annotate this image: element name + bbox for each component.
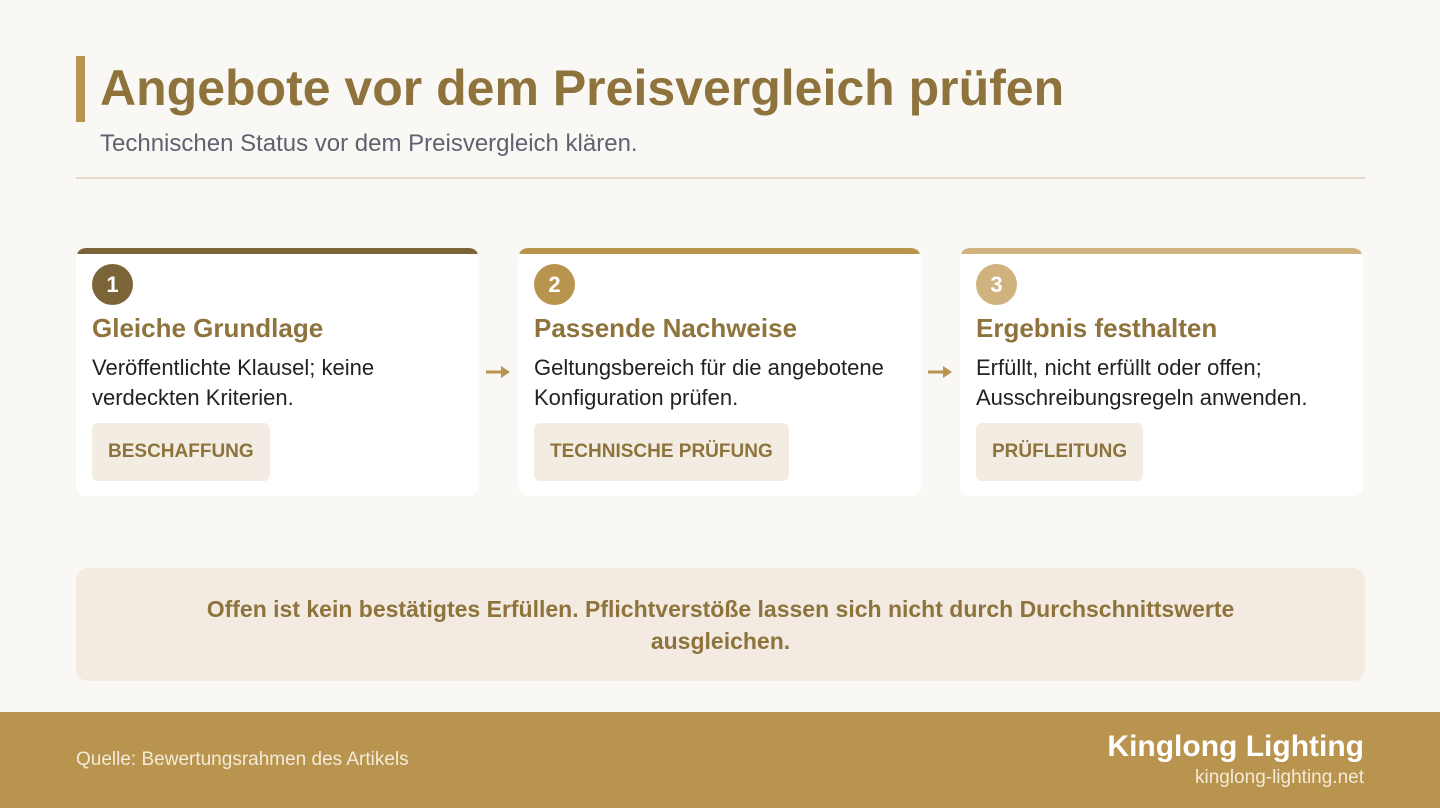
step-card-3 <box>960 248 1363 496</box>
page-subtitle: Technischen Status vor dem Preisvergleich klären. <box>100 130 638 157</box>
step-text-1: Veröffentlichte Klausel; keine verdeckten Kriterien. <box>92 355 375 410</box>
step-title-3: Ergebnis festhalten <box>976 313 1218 343</box>
page-title: Angebote vor dem Preisvergleich prüfen <box>100 60 1065 116</box>
step-number-badge-1: 1 <box>92 264 133 305</box>
step-tag-3: PRÜFLEITUNG <box>976 423 1143 481</box>
source-citation: Quelle: Bewertungsrahmen des Artikels <box>76 749 409 770</box>
website-url: kinglong-lighting.net <box>1194 767 1364 788</box>
step-tag-2: TECHNISCHE PRÜFUNG <box>534 423 789 481</box>
footer <box>0 712 1440 808</box>
callout-note <box>76 568 1365 681</box>
step-text-3: Erfüllt, nicht erfüllt oder offen; Ausschreibungsregeln anwenden. <box>976 355 1308 410</box>
step-card-2 <box>518 248 921 496</box>
arrow-right-icon <box>927 362 953 382</box>
step-card-2-bar <box>518 248 921 254</box>
step-card-1 <box>76 248 479 496</box>
brand-name: Kinglong Lighting <box>1107 730 1364 763</box>
step-text-2: Geltungsbereich für die angebotene Konfiguration prüfen. <box>534 355 884 410</box>
step-number-badge-2: 2 <box>534 264 575 305</box>
header-divider <box>76 177 1365 179</box>
step-title-2: Passende Nachweise <box>534 313 798 343</box>
step-title-1: Gleiche Grundlage <box>92 313 324 343</box>
title-block <box>76 56 1064 122</box>
step-number-badge-3: 3 <box>976 264 1017 305</box>
arrow-right-icon <box>485 362 511 382</box>
step-tag-1: BESCHAFFUNG <box>92 423 270 481</box>
callout-note-text: Offen ist kein bestätigtes Erfüllen. Pflichtverstöße lassen sich nicht durch Durchschnittswerte ausgleichen. <box>206 595 1235 654</box>
step-card-3-bar <box>960 248 1363 254</box>
step-card-1-bar <box>76 248 479 254</box>
